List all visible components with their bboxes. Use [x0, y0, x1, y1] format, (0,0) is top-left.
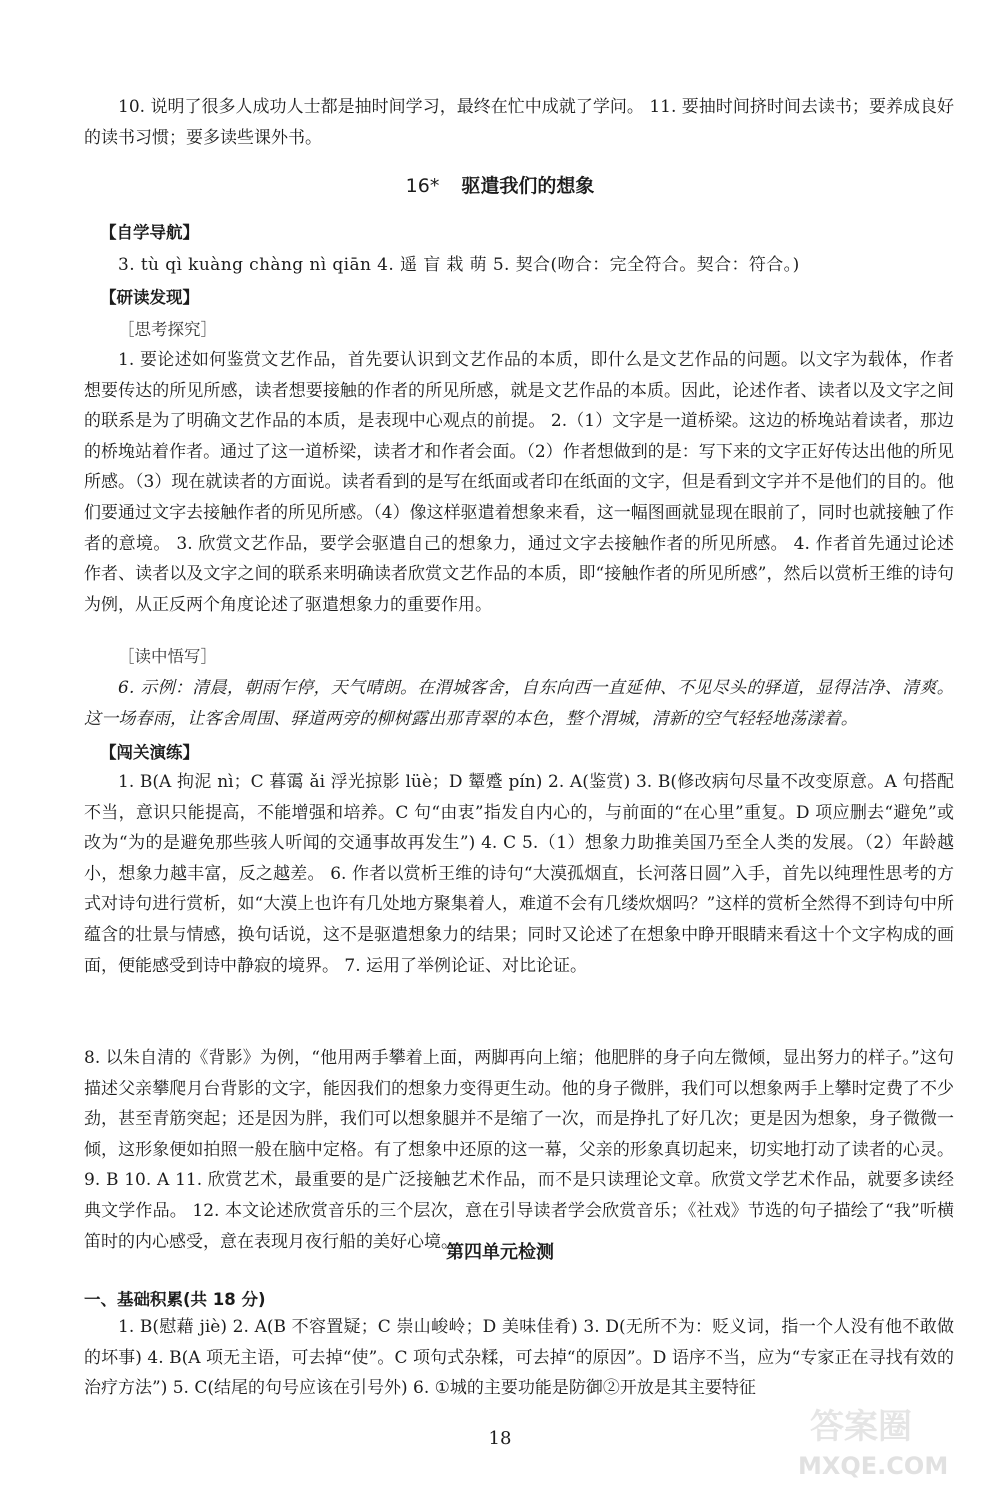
self-study-answer: 3. tù qì kuàng chàng nì qiān 4. 遥 盲 栽 萌 5. 契合(吻合：完全符合。契合：符合。): [118, 255, 800, 275]
section-heading-discovery: 【研读发现】: [100, 288, 199, 307]
unit-test-title: 第四单元检测: [446, 1242, 554, 1263]
practice-answer-continued: 8. 以朱自清的《背影》为例，“他用两手攀着上面，两脚再向上缩；他肥胖的身子向左微倾，显出努力的样子。”这句描述父亲攀爬月台背影的文字，能因我们的想象力变得更生动。他的身子微胖，我们可以想象两手上攀时定费了不少劲，甚至青筋突起；还是因为胖，我们可以想象腿并不是缩了一次，而是挣扎了好几次；更是因为想象，身子微微一倾，这形象便如拍照一般在脑中定格。有了想象中还原的这一幕，父亲的形象真切起来，切实地打动了读者的心灵。 9. B 10. A 11. 欣赏艺术，最重要的是广泛接触艺术作品，而不是只读理论文章。欣赏文学艺术作品，就要多读经典文学作品。 12. 本文论述欣赏音乐的三个层次，意在引导读者学会欣赏音乐；《社戏》节选的句子描绘了“我”听横笛时的内心感受，意在表现月夜行船的美好心境。: [84, 1048, 954, 1252]
unit-section-heading: 一、基础积累(共 18 分): [84, 1290, 266, 1309]
lesson-number: 16*: [405, 175, 440, 197]
section-heading-self-study: 【自学导航】: [100, 223, 199, 242]
practice-answer: 1. B(A 拘泥 nì；C 暮霭 ǎi 浮光掠影 lüè；D 颦蹙 pín) 2. A(鉴赏) 3. B(修改病句尽量不改变原意。A 句搭配不当，意识只能提高，不能增强和培养。C 句“由衷”指发自内心的，与前面的“在心里”重复。D 项应删去“避免”或改为“为的是避免那些骇人听闻的交通事故再发生”) 4. C 5.（1）想象力助推美国乃至全人类的发展。（2）年龄越小，想象力越丰富，反之越差。 6. 作者以赏析王维的诗句“大漠孤烟直，长河落日圆”入手，首先以纯理性思考的方式对诗句进行赏析，如“大漠上也许有几处地方聚集着人，难道不会有几缕炊烟吗？”这样的赏析全然得不到诗句中所蕴含的壮景与情感，换句话说，这不是驱遣想象力的结果；同时又论述了在想象中睁开眼睛来看这十个文字构成的画面，便能感受到诗中静寂的境界。 7. 运用了举例论证、对比论证。: [84, 772, 954, 976]
watermark-big-text: 答案圈: [810, 1407, 912, 1447]
unit-test-answer: 1. B(慰藉 jiè) 2. A(B 不容置疑；C 崇山峻岭；D 美味佳肴) 3. D(无所不为：贬义词，指一个人没有他不敢做的坏事) 4. B(A 项无主语，可去掉“使”。C 项句式杂糅，可去掉“的原因”。D 语序不当，应为“专家正在寻找有效的治疗方法”) 5. C(结尾的句号应该在引号外) 6. ①城的主要功能是防御②开放是其主要特征: [84, 1317, 954, 1399]
subsection-read-write: ［读中悟写］: [118, 647, 217, 666]
watermark-logo: [782, 1402, 978, 1482]
answer-paragraph-10-11: 10. 说明了很多人成功人士都是抽时间学习，最终在忙中成就了学问。 11. 要抽时间挤时间去读书；要养成良好的读书习惯；要多读些课外书。: [84, 97, 954, 148]
page-number: 18: [488, 1428, 512, 1449]
lesson-title-text: 驱遣我们的想象: [461, 175, 595, 197]
section-heading-practice: 【闯关演练】: [100, 743, 199, 762]
watermark-small-text: MXQE.COM: [798, 1452, 949, 1480]
lesson-title: [0, 171, 1000, 198]
read-write-answer: 6. 示例：清晨，朝雨乍停，天气晴朗。在渭城客舍，自东向西一直延伸、不见尽头的驿道，显得洁净、清爽。这一场春雨，让客舍周围、驿道两旁的柳树露出那青翠的本色，整个渭城，清新的空气轻轻地荡漾着。: [84, 678, 954, 729]
subsection-think: ［思考探究］: [118, 320, 217, 339]
think-answer: 1. 要论述如何鉴赏文艺作品，首先要认识到文艺作品的本质，即什么是文艺作品的问题。以文字为载体，作者想要传达的所见所感，读者想要接触的作者的所见所感，就是文艺作品的本质。因此，论述作者、读者以及文字之间的联系是为了明确文艺作品的本质，是表现中心观点的前提。 2.（1）文字是一道桥梁。这边的桥堍站着读者，那边的桥堍站着作者。通过了这一道桥梁，读者才和作者会面。（2）作者想做到的是：写下来的文字正好传达出他的所见所感。（3）现在就读者的方面说。读者看到的是写在纸面或者印在纸面的文字，但是看到文字并不是他们的目的。他们要通过文字去接触作者的所见所感。（4）像这样驱遣着想象来看，这一幅图画就显现在眼前了，同时也就接触了作者的意境。 3. 欣赏文艺作品，要学会驱遣自己的想象力，通过文字去接触作者的所见所感。 4. 作者首先通过论述作者、读者以及文字之间的联系来明确读者欣赏文艺作品的本质，即“接触作者的所见所感”，然后以赏析王维的诗句为例，从正反两个角度论述了驱遣想象力的重要作用。: [84, 350, 954, 615]
